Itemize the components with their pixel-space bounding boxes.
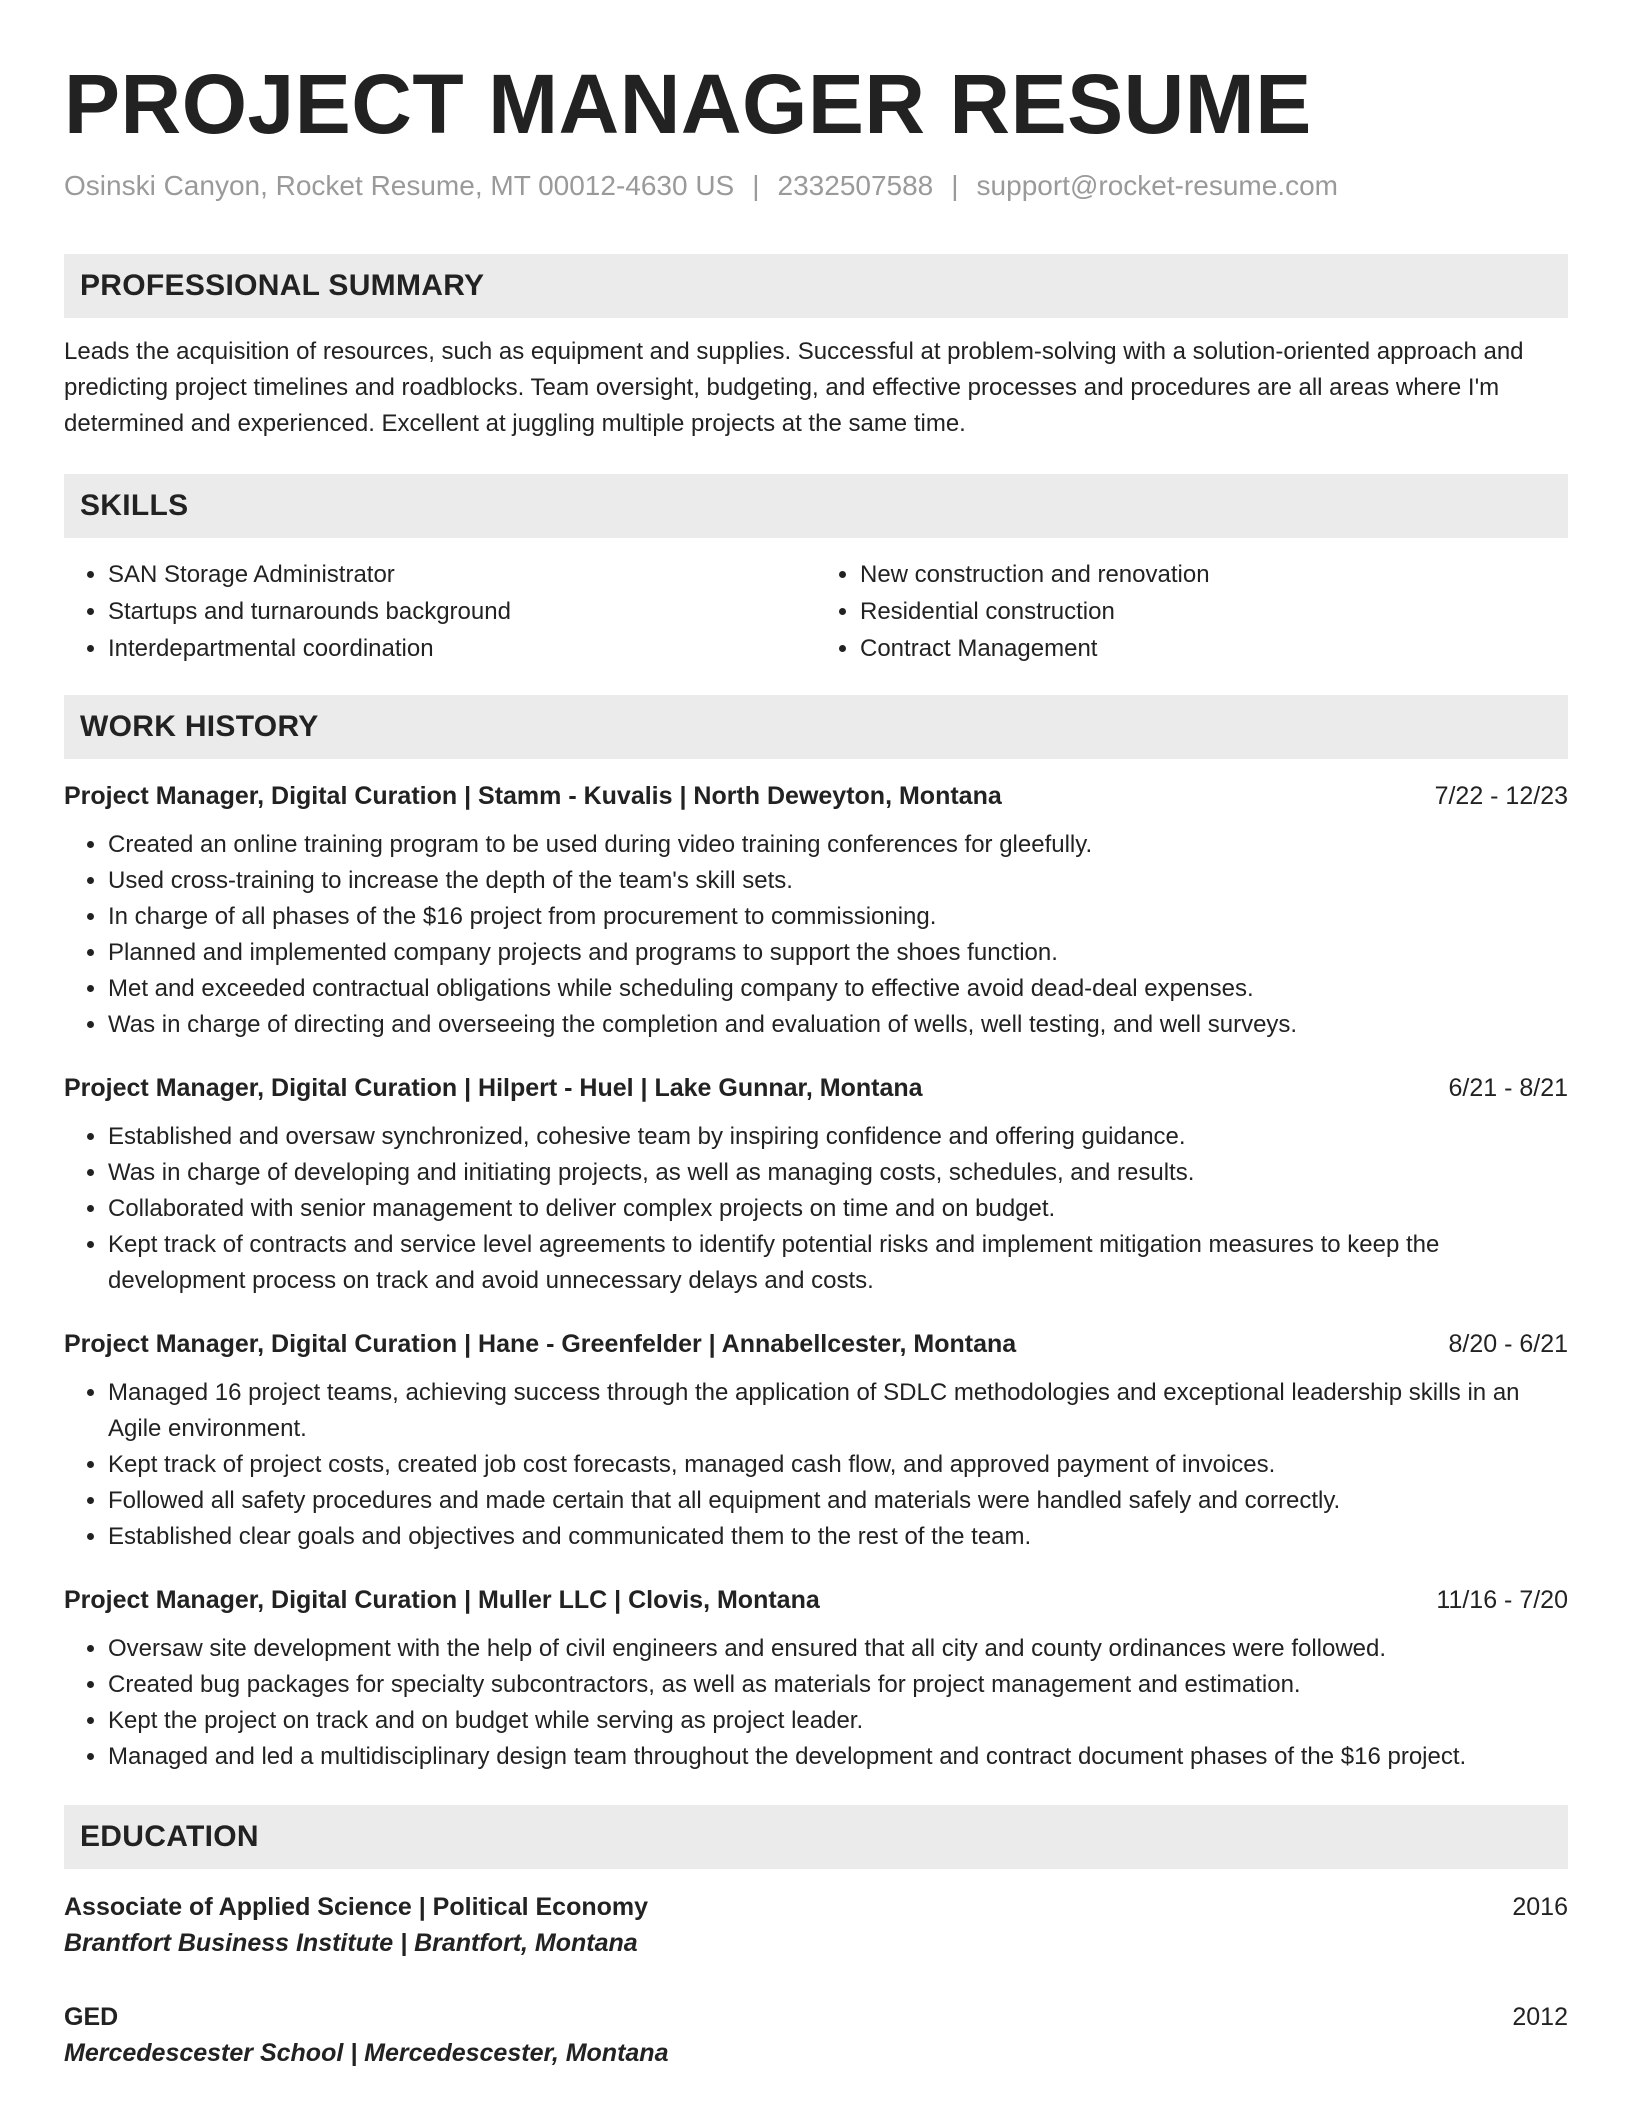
- education-school: Mercedescester School | Mercedescester, Montana: [64, 2039, 669, 2067]
- education-entry: [64, 1999, 1568, 2071]
- job-title: Project Manager, Digital Curation | Hilpert - Huel | Lake Gunnar, Montana: [64, 1074, 923, 1102]
- job-header: [64, 1071, 1568, 1105]
- skill-item: • SAN Storage Administrator: [108, 556, 816, 593]
- job-header: [64, 779, 1568, 813]
- education-header: [64, 1889, 1568, 1925]
- job-bullet: • Was in charge of directing and overseeing the completion and evaluation of wells, well testing, and well surveys.: [108, 1007, 1568, 1043]
- job-bullet: • Managed 16 project teams, achieving success through the application of SDLC methodologies and exceptional leadership skills in an Agile environment.: [108, 1375, 1568, 1447]
- job-bullet: • Kept track of project costs, created job cost forecasts, managed cash flow, and approved payment of invoices.: [108, 1447, 1568, 1483]
- job-bullet: • Used cross-training to increase the depth of the team's skill sets.: [108, 863, 1568, 899]
- job-bullet: • Followed all safety procedures and made certain that all equipment and materials were handled safely and correctly.: [108, 1483, 1568, 1519]
- job-entry: [64, 1327, 1568, 1555]
- contact-separator: |: [752, 170, 760, 201]
- job-bullets: [64, 827, 1568, 1043]
- contact-email: support@rocket-resume.com: [976, 170, 1338, 201]
- job-bullet: • Created bug packages for specialty subcontractors, as well as materials for project management and estimation.: [108, 1667, 1568, 1703]
- contact-line: [64, 168, 1568, 204]
- skill-item: • Residential construction: [860, 593, 1568, 630]
- contact-address: Osinski Canyon, Rocket Resume, MT 00012-4630 US: [64, 170, 735, 201]
- job-bullet: • Managed and led a multidisciplinary design team throughout the development and contract document phases of the $16 project.: [108, 1739, 1568, 1775]
- job-date: 8/20 - 6/21: [1448, 1330, 1568, 1358]
- job-header: [64, 1583, 1568, 1617]
- job-bullet: • Created an online training program to be used during video training conferences for gleefully.: [108, 827, 1568, 863]
- job-bullets: [64, 1375, 1568, 1555]
- job-bullet: • In charge of all phases of the $16 project from procurement to commissioning.: [108, 899, 1568, 935]
- skill-item: • New construction and renovation: [860, 556, 1568, 593]
- job-bullet: • Kept the project on track and on budget while serving as project leader.: [108, 1703, 1568, 1739]
- job-bullet: • Met and exceeded contractual obligations while scheduling company to effective avoid dead-deal expenses.: [108, 971, 1568, 1007]
- job-date: 7/22 - 12/23: [1434, 782, 1568, 810]
- skills-column-right: [816, 556, 1568, 667]
- section-header-work-history: WORK HISTORY: [64, 695, 1568, 759]
- job-title: Project Manager, Digital Curation | Hane - Greenfelder | Annabellcester, Montana: [64, 1330, 1017, 1358]
- education-degree: Associate of Applied Science | Political Economy: [64, 1893, 649, 1921]
- job-title: Project Manager, Digital Curation | Muller LLC | Clovis, Montana: [64, 1586, 820, 1614]
- job-date: 11/16 - 7/20: [1436, 1586, 1568, 1614]
- resume-title: PROJECT MANAGER RESUME: [64, 57, 1312, 151]
- contact-phone: 2332507588: [777, 170, 934, 201]
- section-header-skills: SKILLS: [64, 474, 1568, 538]
- job-bullet: • Collaborated with senior management to deliver complex projects on time and on budget.: [108, 1191, 1568, 1227]
- skill-item: • Startups and turnarounds background: [108, 593, 816, 630]
- job-date: 6/21 - 8/21: [1448, 1074, 1568, 1102]
- job-entry: [64, 779, 1568, 1043]
- education-degree: GED: [64, 2003, 119, 2031]
- contact-separator: |: [951, 170, 959, 201]
- job-bullet: • Planned and implemented company projects and programs to support the shoes function.: [108, 935, 1568, 971]
- job-bullets: [64, 1631, 1568, 1775]
- education-header: [64, 1999, 1568, 2035]
- skills-column-left: [64, 556, 816, 667]
- education-year: 2016: [1512, 1893, 1568, 1921]
- job-bullet: • Kept track of contracts and service level agreements to identify potential risks and implement mitigation measures to keep the development process on track and avoid unnecessary delays and costs.: [108, 1227, 1568, 1299]
- job-bullet: • Established and oversaw synchronized, cohesive team by inspiring confidence and offering guidance.: [108, 1119, 1568, 1155]
- skill-item: • Interdepartmental coordination: [108, 630, 816, 667]
- job-bullet: • Oversaw site development with the help of civil engineers and ensured that all city and county ordinances were followed.: [108, 1631, 1568, 1667]
- job-title: Project Manager, Digital Curation | Stamm - Kuvalis | North Deweyton, Montana: [64, 782, 1002, 810]
- job-entry: [64, 1583, 1568, 1775]
- education-school: Brantfort Business Institute | Brantfort, Montana: [64, 1929, 638, 1957]
- skill-item: • Contract Management: [860, 630, 1568, 667]
- job-bullet: • Established clear goals and objectives and communicated them to the rest of the team.: [108, 1519, 1568, 1555]
- job-bullets: [64, 1119, 1568, 1299]
- section-header-education: EDUCATION: [64, 1805, 1568, 1869]
- skills-list: [64, 556, 1568, 667]
- education-entry: [64, 1889, 1568, 1961]
- job-header: [64, 1327, 1568, 1361]
- section-header-summary: PROFESSIONAL SUMMARY: [64, 254, 1568, 318]
- education-year: 2012: [1512, 2003, 1568, 2031]
- job-entry: [64, 1071, 1568, 1299]
- summary-text: Leads the acquisition of resources, such as equipment and supplies. Successful at problem-solving with a solution-oriented approach and predicting project timelines and roadblocks. Team oversight, budgeting, and effective processes and procedures are all areas where I'm determined and experienced. Excellent at juggling multiple projects at the same time.: [64, 338, 1524, 437]
- job-bullet: • Was in charge of developing and initiating projects, as well as managing costs, schedules, and results.: [108, 1155, 1568, 1191]
